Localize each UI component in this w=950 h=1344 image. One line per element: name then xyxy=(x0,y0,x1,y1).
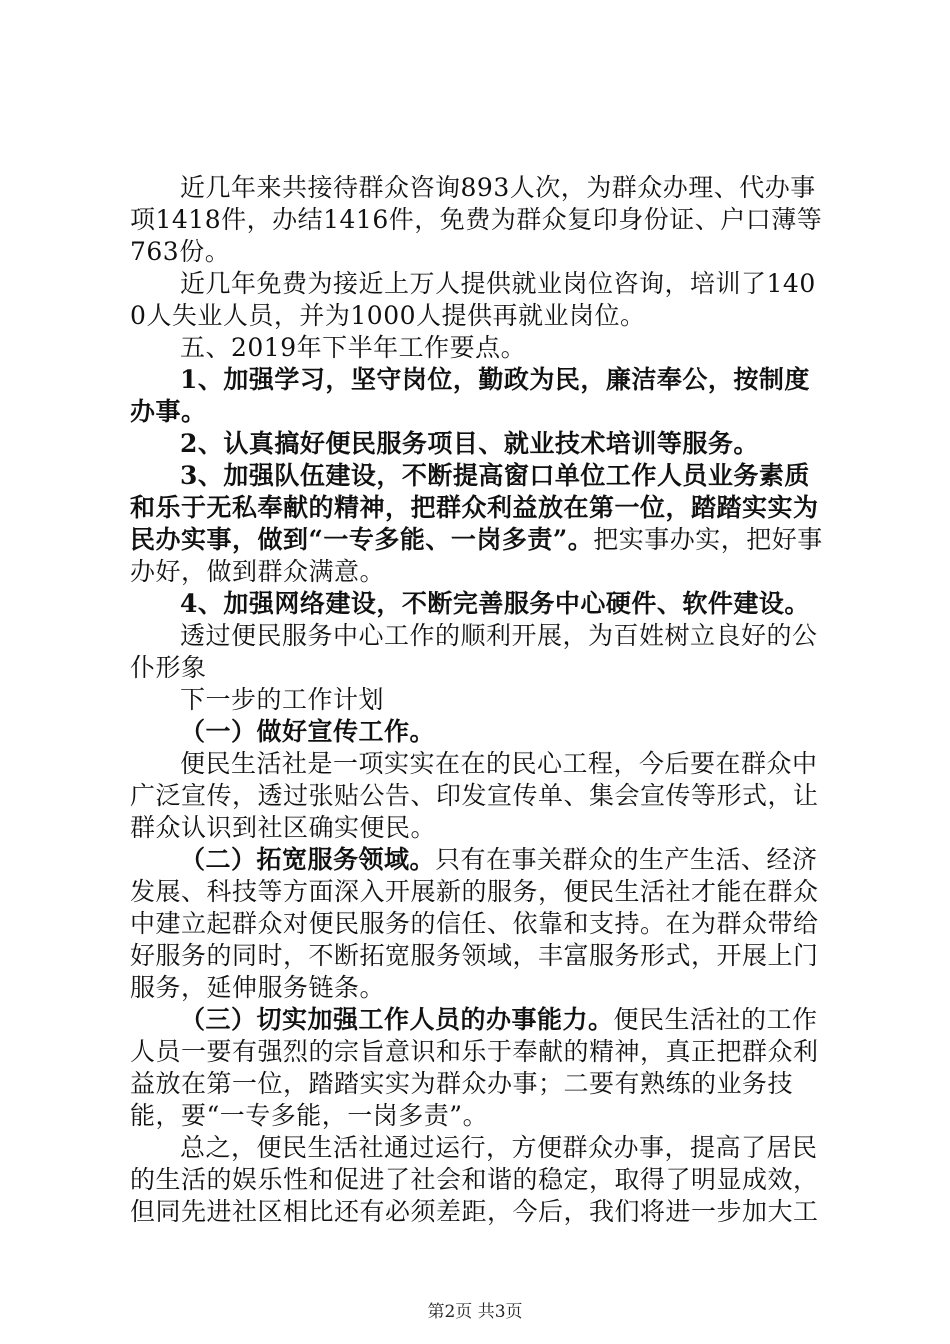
paragraph-publicity: 便民生活社是一项实实在在的民心工程，今后要在群众中广泛宣传，透过张贴公告、印发宣传单、集会宣传等形式，让群众认识到社区确实便民。 xyxy=(130,749,819,842)
paragraph-summary: 总之，便民生活社通过运行，方便群众办事，提高了居民的生活的娱乐性和促进了社会和谐的稳定，取得了明显成效，但同先进社区相比还有必须差距，今后，我们将进一步加大工 xyxy=(130,1133,819,1226)
staff-ability-heading: （三）切实加强工作人员的办事能力。 xyxy=(180,1005,614,1034)
expand-services-body: 只有在事关群众的生产生活、经济发展、科技等方面深入开展新的服务，便民生活社才能在群众中建立起群众对便民服务的信任、依靠和支持。在为群众带给好服务的同时，不断拓宽服务领域，丰富服务形式，开展上门服务，延伸服务链条。 xyxy=(130,845,819,1002)
plan-item-3-bold: 3、加强队伍建设，不断提高窗口单位工作人员业务素质和乐于无私奉献的精神，把群众利益放在第一位，踏踏实实为民办实事，做到“一专多能、一岗多责”。 xyxy=(130,461,819,554)
plan-item-1: 1、加强学习，坚守岗位，勤政为民，廉洁奉公，按制度办事。 xyxy=(130,365,810,426)
next-steps-heading: 下一步的工作计划 xyxy=(180,685,385,714)
document-body xyxy=(130,172,830,1228)
page-footer xyxy=(0,1302,950,1322)
plan-item-3 xyxy=(130,460,830,588)
paragraph-staff-ability xyxy=(130,1004,830,1132)
page-number-label: 第2页 共3页 xyxy=(427,1302,523,1322)
plan-item-3-rest: 把实事办实，把好事办好，做到群众满意。 xyxy=(130,525,823,586)
section-heading-plan: 五、2019年下半年工作要点。 xyxy=(180,333,527,362)
plan-item-4: 4、加强网络建设，不断完善服务中心硬件、软件建设。 xyxy=(180,589,810,618)
plan-item-2: 2、认真搞好便民服务项目、就业技术培训等服务。 xyxy=(180,429,759,458)
staff-ability-body: 便民生活社的工作人员一要有强烈的宗旨意识和乐于奉献的精神，真正把群众利益放在第一位，踏踏实实为群众办事；二要有熟练的业务技能，要“一专多能，一岗多责”。 xyxy=(130,1005,819,1130)
paragraph-statistics: 近几年来共接待群众咨询893人次，为群众办理、代办事项1418件，办结1416件，免费为群众复印身份证、户口薄等763份。 xyxy=(130,173,823,266)
subheading-publicity: （一）做好宣传工作。 xyxy=(180,717,436,746)
paragraph-employment: 近几年免费为接近上万人提供就业岗位咨询，培训了1400人失业人员，并为1000人提供再就业岗位。 xyxy=(130,269,816,330)
paragraph-image: 透过便民服务中心工作的顺利开展，为百姓树立良好的公仆形象 xyxy=(130,621,818,682)
paragraph-expand-services xyxy=(130,844,830,1004)
expand-services-heading: （二）拓宽服务领域。 xyxy=(180,845,436,874)
